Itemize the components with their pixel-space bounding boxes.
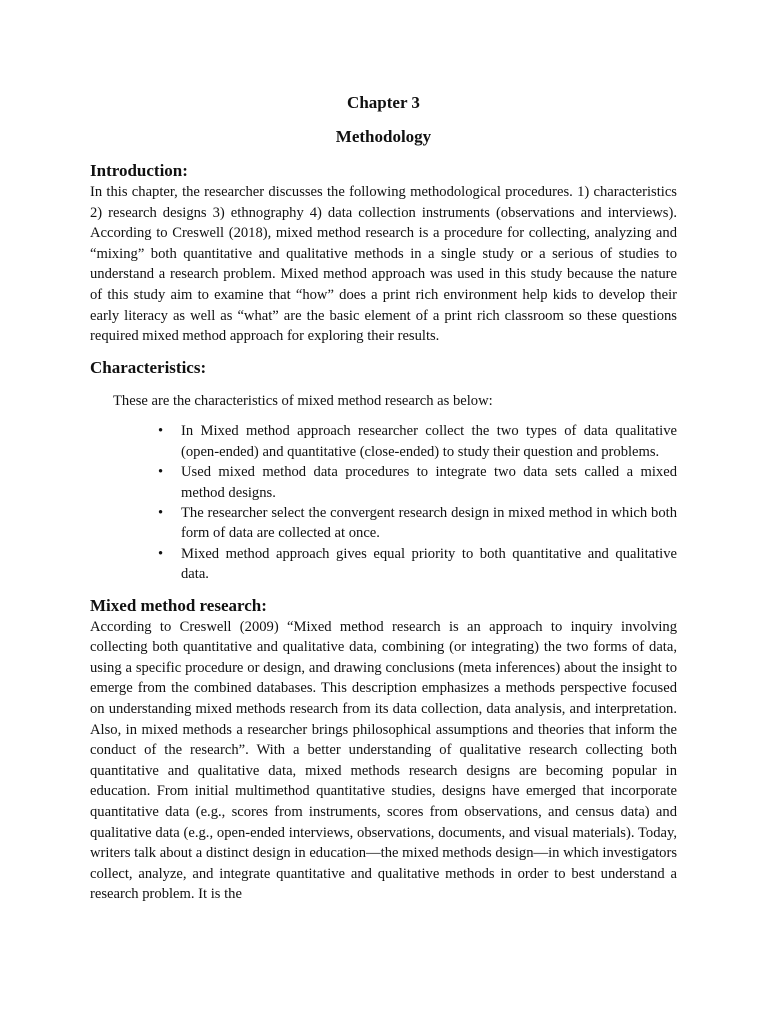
mixed-method-research-paragraph: According to Creswell (2009) “Mixed method research is an approach to inquiry involving collecting both quantitative and qualitative data, combining (or integrating) the two forms of data, using a specific procedure or design, and drawing conclusions (meta inferences) about the insight to emerge from the combined databases. This description emphasizes a methods perspective focused on understanding mixed methods research from its data collection, data analysis, and interpretation. Also, in mixed methods a researcher brings philosophical assumptions and theories that inform the conduct of the research”. With a better understanding of qualitative research collecting both quantitative and qualitative data, mixed methods research designs are becoming popular in education. From initial multimethod quantitative studies, designs have emerged that incorporate quantitative data (e.g., scores from instruments, scores from observations, and census data) and qualitative data (e.g., open-ended interviews, observations, documents, and visual materials). Today, writers talk about a distinct design in education—the mixed methods design—in which investigators collect, analyze, and integrate quantitative and qualitative methods in order to best understand a research problem. It is the: [90, 618, 677, 903]
bullet-icon: •: [158, 423, 164, 440]
bullet-icon: •: [158, 504, 164, 521]
list-item: [158, 462, 677, 503]
list-item-text: In Mixed method approach researcher collect the two types of data qualitative (open-ended) and quantitative (close-ended) to study their question and problems.: [181, 423, 677, 460]
list-item-text: Used mixed method data procedures to integrate two data sets called a mixed method designs.: [181, 464, 677, 501]
list-item: [158, 503, 677, 544]
bullet-icon: •: [158, 464, 164, 481]
introduction-paragraph: In this chapter, the researcher discusses the following methodological procedures. 1) characteristics 2) research designs 3) ethnography 4) data collection instruments (observations and interviews). According to Creswell (2018), mixed method research is a procedure for collecting, analyzing and “mixing” both quantitative and qualitative methods in a single study or a serious of studies to understand a research problem. Mixed method approach was used in this study because the nature of this study aim to examine that “how” does a print rich environment help kids to develop their early literacy as well as “what” are the basic element of a print rich classroom so these questions required mixed method approach for exploring their results.: [90, 184, 677, 345]
document-page: [90, 90, 677, 905]
list-item: [158, 421, 677, 462]
characteristics-heading: Characteristics:: [90, 357, 207, 377]
chapter-title: Methodology: [335, 127, 432, 146]
mixed-method-research-heading: Mixed method research:: [90, 595, 267, 615]
bullet-icon: •: [158, 545, 164, 562]
list-item: [158, 544, 677, 585]
chapter-number: Chapter 3: [347, 93, 420, 112]
introduction-heading: Introduction:: [90, 161, 188, 180]
characteristics-list: [90, 421, 677, 584]
list-item-text: Mixed method approach gives equal priority to both quantitative and qualitative data.: [181, 545, 677, 583]
characteristics-lead-in: These are the characteristics of mixed method research as below:: [113, 392, 493, 409]
list-item-text: The researcher select the convergent research design in mixed method in which both form of data are collected at once.: [181, 504, 677, 542]
